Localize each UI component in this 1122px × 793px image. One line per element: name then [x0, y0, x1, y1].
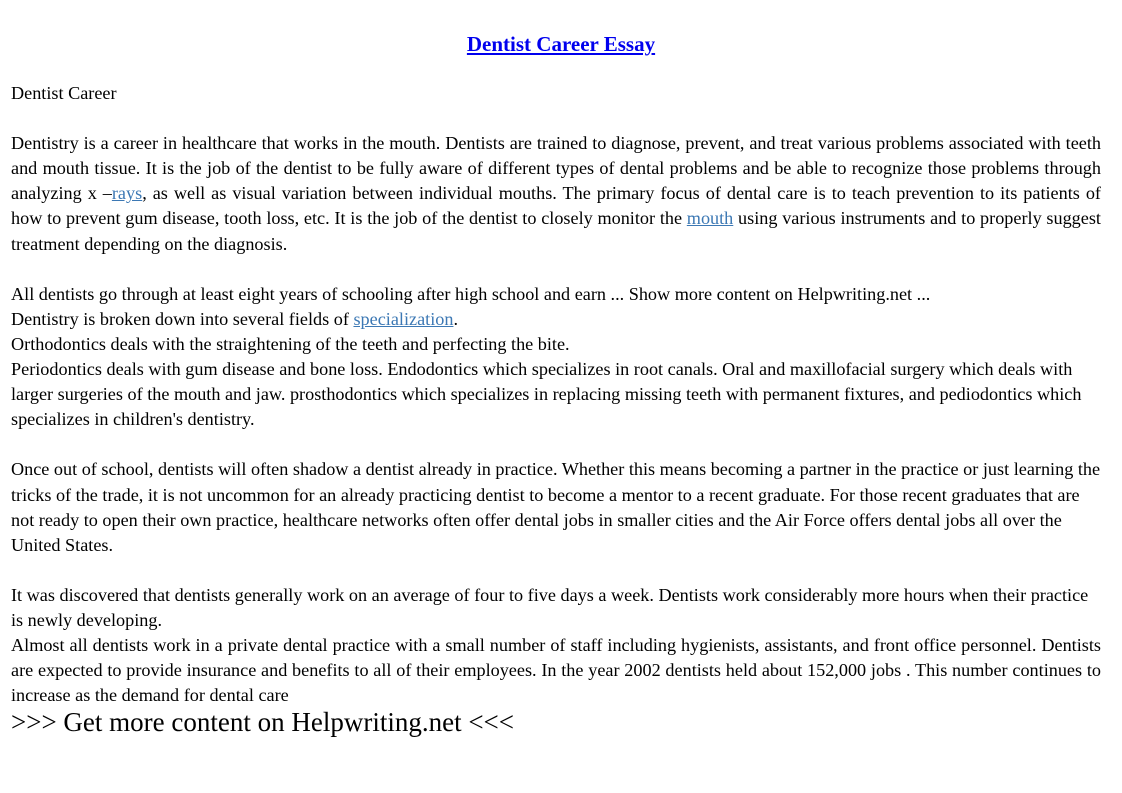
paragraph-intro — [11, 131, 1101, 256]
paragraph-fields — [11, 307, 1101, 332]
more-content-banner: >>> Get more content on Helpwriting.net <<< — [11, 707, 515, 738]
title-link[interactable]: Dentist Career Essay — [466, 32, 656, 56]
page-title — [0, 31, 1122, 57]
paragraph-intro-text-a: Dentistry is a career in healthcare that works in the mouth. Dentists are trained to diagnose, prevent, and treat various problems associated with teeth and mouth tissue. It is the job of the dentist to be fully aware of different types of dental problems and be able to recognize those problems through analyzing x – — [11, 133, 1101, 204]
paragraph-after-school: Once out of school, dentists will often shadow a dentist already in practice. Whether this means becoming a partner in the practice or just learning the tricks of the trade, it is not uncommon for an already practicing dentist to become a mentor to a recent graduate. For those recent graduates that are not ready to open their own practice, healthcare networks often offer dental jobs in smaller cities and the Air Force offers dental jobs all over the United States. — [11, 459, 1101, 555]
spacer — [11, 432, 1101, 457]
paragraph-fields-text-b: . — [453, 308, 459, 329]
spacer — [11, 106, 1101, 131]
paragraph-schooling: All dentists go through at least eight years of schooling after high school and earn ... Show more content on Helpwriting.net ... — [11, 283, 931, 304]
mouth-link[interactable]: mouth — [686, 208, 734, 229]
paragraph-intro-text-b: , as well as visual variation between individual mouths. The primary focus of dental care is to teach prevention to its patients of how to prevent gum disease, tooth loss, etc. It is the job of the dentist to closely monitor the — [11, 183, 1101, 229]
spacer — [11, 558, 1101, 583]
rays-link[interactable]: rays — [111, 183, 143, 204]
paragraph-practice: Almost all dentists work in a private dental practice with a small number of staff including hygienists, assistants, and front office personnel. Dentists are expected to provide insurance and benefits to all of their employees. In the year 2002 dentists held about 152,000 jobs . This number continues to increase as the demand for dental care — [11, 635, 1101, 706]
essay-body — [11, 81, 1101, 736]
specialization-link[interactable]: specialization — [353, 308, 454, 329]
spacer — [11, 257, 1101, 282]
paragraph-fields-text-a: Dentistry is broken down into several fields of — [11, 308, 354, 329]
paragraph-periodontics: Periodontics deals with gum disease and bone loss. Endodontics which specializes in root canals. Oral and maxillofacial surgery which deals with larger surgeries of the mouth and jaw. prosthodontics which specializes in replacing missing teeth with permanent fixtures, and pediodontics which specializes in children's dentistry. — [11, 359, 1082, 430]
essay-heading: Dentist Career — [11, 83, 117, 103]
paragraph-workweek: It was discovered that dentists generally work on an average of four to five days a week. Dentists work considerably more hours when their practice is newly developing. — [11, 584, 1089, 630]
paragraph-orthodontics: Orthodontics deals with the straightening of the teeth and perfecting the bite. — [11, 333, 570, 354]
paragraph-intro-text-c: using various instruments and to properly suggest treatment depending on the diagnosis. — [11, 208, 1101, 254]
